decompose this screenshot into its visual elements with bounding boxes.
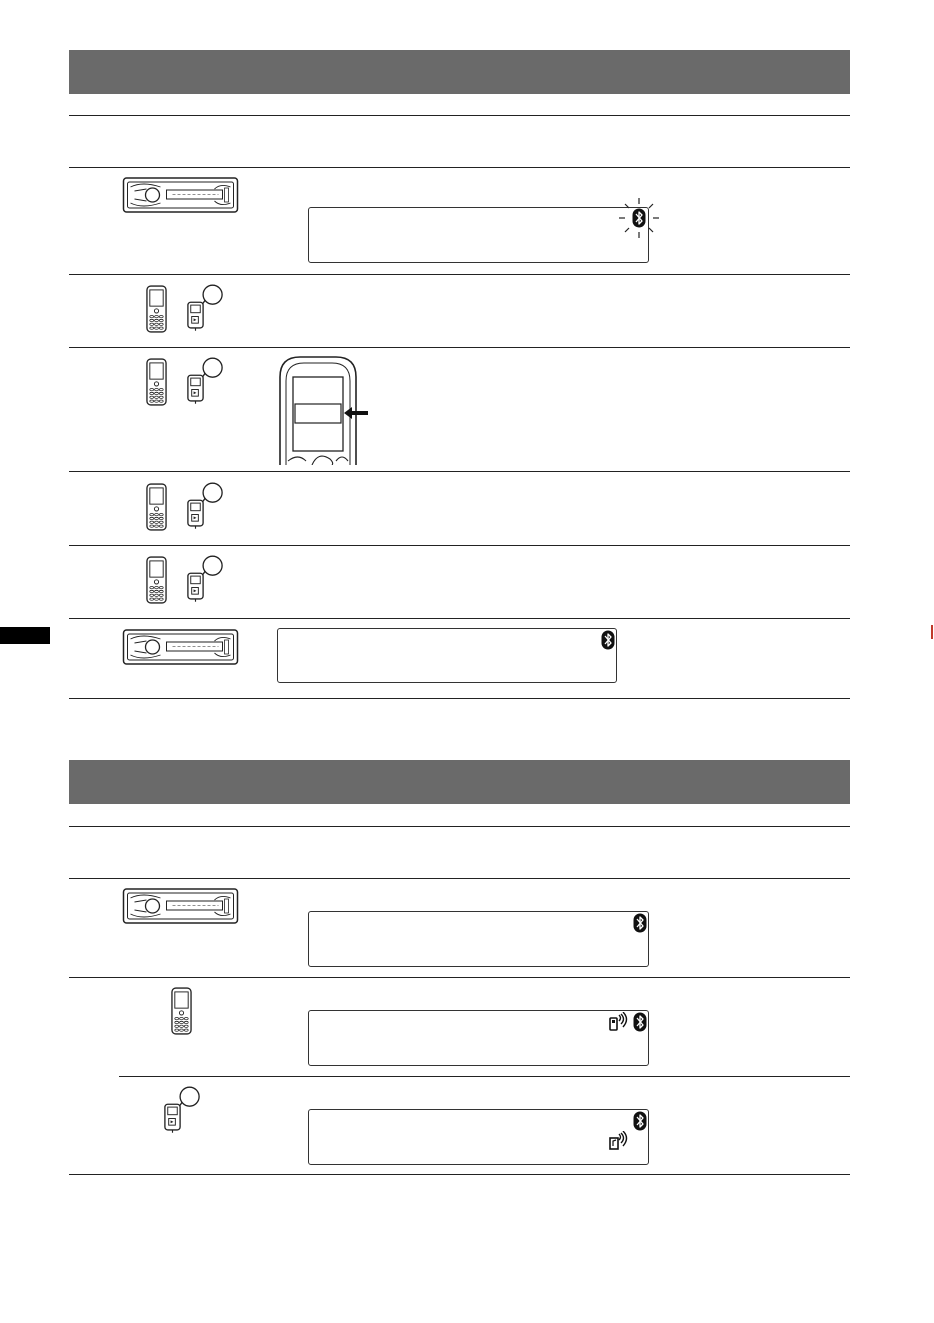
page-side-tab — [0, 627, 50, 644]
section-header-bar-pairing — [69, 50, 850, 94]
divider — [69, 274, 850, 275]
cellular-phone-icon — [146, 358, 167, 406]
divider — [69, 545, 850, 546]
car-stereo-icon — [122, 888, 239, 924]
divider — [69, 618, 850, 619]
audio-device-icon — [163, 1085, 201, 1133]
divider — [69, 698, 850, 699]
audio-device-icon — [186, 356, 224, 404]
cellular-phone-icon — [146, 285, 167, 333]
audio-link-icon — [608, 1131, 628, 1151]
audio-device-icon — [186, 283, 224, 331]
divider — [69, 471, 850, 472]
lcd-display — [308, 1010, 649, 1066]
bluetooth-icon — [601, 630, 615, 650]
car-stereo-icon — [122, 629, 239, 665]
lcd-display — [308, 911, 649, 967]
divider — [69, 878, 850, 879]
cellular-phone-icon — [146, 483, 167, 531]
divider — [69, 1174, 850, 1175]
sub-divider — [119, 1076, 850, 1077]
car-stereo-icon — [122, 177, 239, 213]
divider — [69, 115, 850, 116]
cellular-phone-icon — [146, 556, 167, 604]
audio-device-icon — [186, 554, 224, 602]
phone-link-icon — [608, 1012, 628, 1032]
bluetooth-icon — [633, 913, 647, 933]
bluetooth-icon — [633, 1111, 647, 1131]
phone-screen-icon — [278, 355, 370, 465]
divider — [69, 347, 850, 348]
cellular-phone-icon — [171, 987, 192, 1035]
lcd-display — [277, 628, 617, 683]
page-edge-mark — [931, 625, 933, 639]
section-header-bar-connection — [69, 760, 850, 804]
lcd-display — [308, 1109, 649, 1165]
bluetooth-icon — [633, 1012, 647, 1032]
divider — [69, 167, 850, 168]
bluetooth-blinking-icon — [617, 196, 661, 240]
audio-device-icon — [186, 481, 224, 529]
lcd-display — [308, 207, 649, 263]
divider — [69, 977, 850, 978]
divider — [69, 826, 850, 827]
